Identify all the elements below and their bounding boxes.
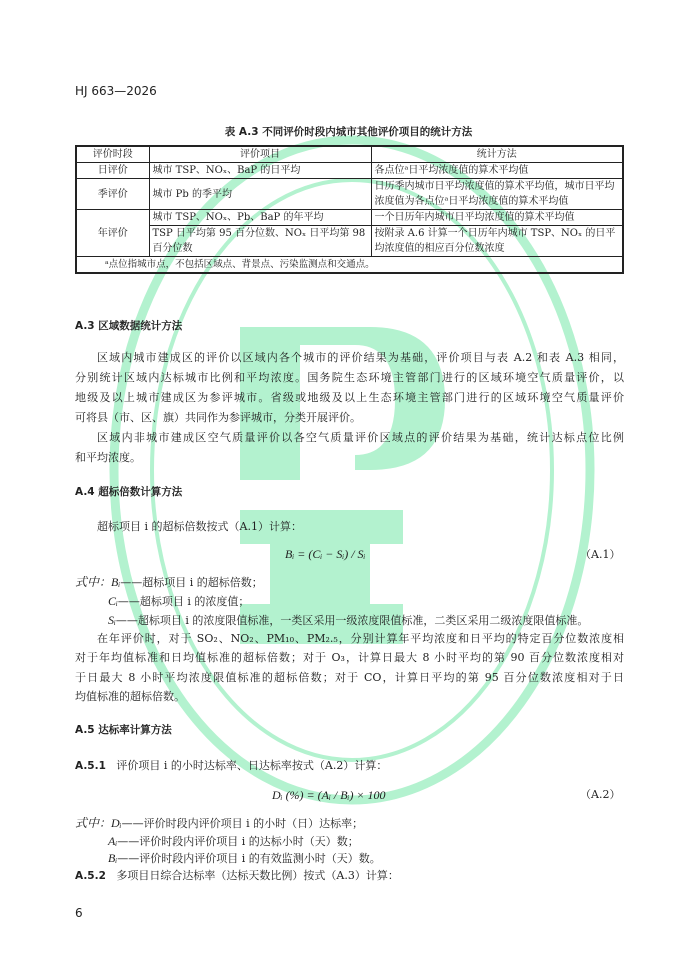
- symbol: 式中：Bᵢ: [75, 575, 121, 589]
- method-cell: 按附录 A.6 计算一个日历年内城市 TSP、NOₓ 的日平均浓度值的相应百分位数浓度: [371, 226, 623, 257]
- clause-number: A.5.1: [75, 760, 106, 772]
- period-cell: 季评价: [76, 179, 149, 210]
- section-heading-a5: A.5 达标率计算方法: [75, 724, 172, 736]
- table-row: [76, 210, 623, 226]
- item-cell: TSP 日平均第 95 百分位数、NOₓ 日平均第 98 百分位数: [149, 226, 371, 257]
- definition: ——评价时段内评价项目 i 的达标小时（天）数；: [117, 835, 359, 848]
- symbol: Aᵢ: [108, 834, 118, 848]
- section-heading-a3: A.3 区域数据统计方法: [75, 320, 183, 332]
- symbol: 式中：Dᵢ: [75, 816, 122, 830]
- table-row: [76, 163, 623, 179]
- table-row: [76, 179, 623, 210]
- formula-a1: Bᵢ = (Cᵢ − Sᵢ) / Sᵢ: [285, 547, 366, 561]
- column-header: 统计方法: [371, 146, 623, 163]
- column-header: 评价项目: [149, 146, 371, 163]
- item-cell: 城市 TSP、NOₓ、Pb、BaP 的年平均: [149, 210, 371, 226]
- page-number: 6: [75, 906, 83, 920]
- paragraph-line: 区域内非城市建成区空气质量评价以各空气质量评价区域点的评价结果为基础，统计达标点位比例: [97, 431, 624, 444]
- formula-a2: Dᵢ (%) = (Aᵢ / Bᵢ) × 100: [272, 788, 386, 802]
- column-header: 评价时段: [76, 146, 149, 163]
- symbol: Bᵢ: [108, 851, 118, 865]
- method-cell: 一个日历年内城市日平均浓度值的算术平均值: [371, 210, 623, 226]
- formula-intro: 超标项目 i 的超标倍数按式（A.1）计算：: [97, 520, 302, 533]
- statistics-table: [75, 145, 624, 274]
- item-cell: 城市 Pb 的季平均: [149, 179, 371, 210]
- clause-text: 评价项目 i 的小时达标率、日达标率按式（A.2）计算：: [116, 759, 388, 772]
- period-cell: 年评价: [76, 210, 149, 257]
- document-code: HJ 663—2026: [75, 84, 157, 98]
- clause-number: A.5.2: [75, 870, 106, 882]
- table-header-row: [76, 146, 623, 163]
- clause-text: 多项目日综合达标率（达标天数比例）按式（A.3）计算：: [116, 869, 399, 882]
- paragraph-line: 在年评价时，对于 SO₂、NO₂、PM₁₀、PM₂.₅，分别计算年平均浓度和日平均的特定百分位数浓度相: [97, 632, 624, 645]
- paragraph-line: 区域内城市建成区的评价以区域内各个城市的评价结果为基础，评价项目与表 A.2 和表 A.3 相同，: [97, 351, 624, 364]
- paragraph-line: 可将县（市、区、旗）共同作为参评城市，分类开展评价。: [75, 411, 361, 424]
- item-cell: 城市 TSP、NOₓ、BaP 的日平均: [149, 163, 371, 179]
- section-heading-a4: A.4 超标倍数计算方法: [75, 486, 183, 498]
- symbol: Cᵢ: [108, 594, 118, 608]
- period-cell: 日评价: [76, 163, 149, 179]
- paragraph-line: 对于年均值标准和日均值标准的超标倍数；对于 O₃，计算日最大 8 小时平均的第 90 百分位数浓度相对: [75, 651, 624, 664]
- symbol: Sᵢ: [108, 613, 116, 627]
- table-footnote: ᵃ点位指城市点，不包括区域点、背景点、污染监测点和交通点。: [76, 257, 623, 274]
- method-cell: 日历季内城市日平均浓度值的算术平均值，城市日平均浓度值为各点位ᵃ日平均浓度值的算术平均值: [371, 179, 623, 210]
- paragraph-line: 均值标准的超标倍数。: [75, 690, 185, 703]
- paragraph-line: 分别统计区域内达标城市比例和平均浓度。国务院生态环境主管部门进行的区域环境空气质量评价，以: [75, 371, 624, 384]
- table-row: [76, 226, 623, 257]
- definition: ——超标项目 i 的浓度限值标准，一类区采用一级浓度限值标准，二类区采用二级浓度限值标准。: [115, 614, 589, 627]
- definition: ——超标项目 i 的超标倍数；: [120, 576, 263, 589]
- table-footnote-row: [76, 257, 623, 274]
- method-cell: 各点位ᵃ日平均浓度值的算术平均值: [371, 163, 623, 179]
- table-title: 表 A.3 不同评价时段内城市其他评价项目的统计方法: [224, 126, 473, 138]
- definition: ——评价时段内评价项目 i 的小时（日）达标率；: [121, 817, 364, 830]
- definition: ——超标项目 i 的浓度值；: [117, 595, 250, 608]
- paragraph-line: 地级及以上城市建成区为参评城市。省级或地级及以上生态环境主管部门进行的区域环境空气质量评价: [75, 391, 624, 404]
- formula-number: （A.2）: [580, 788, 621, 801]
- paragraph-line: 于日最大 8 小时平均浓度限值标准的超标倍数；对于 CO，计算日平均的第 95 百分位数浓度相对于日: [75, 671, 624, 684]
- definition: ——评价时段内评价项目 i 的有效监测小时（天）数。: [117, 852, 381, 865]
- formula-number: （A.1）: [580, 548, 621, 561]
- paragraph-line: 和平均浓度。: [75, 451, 141, 464]
